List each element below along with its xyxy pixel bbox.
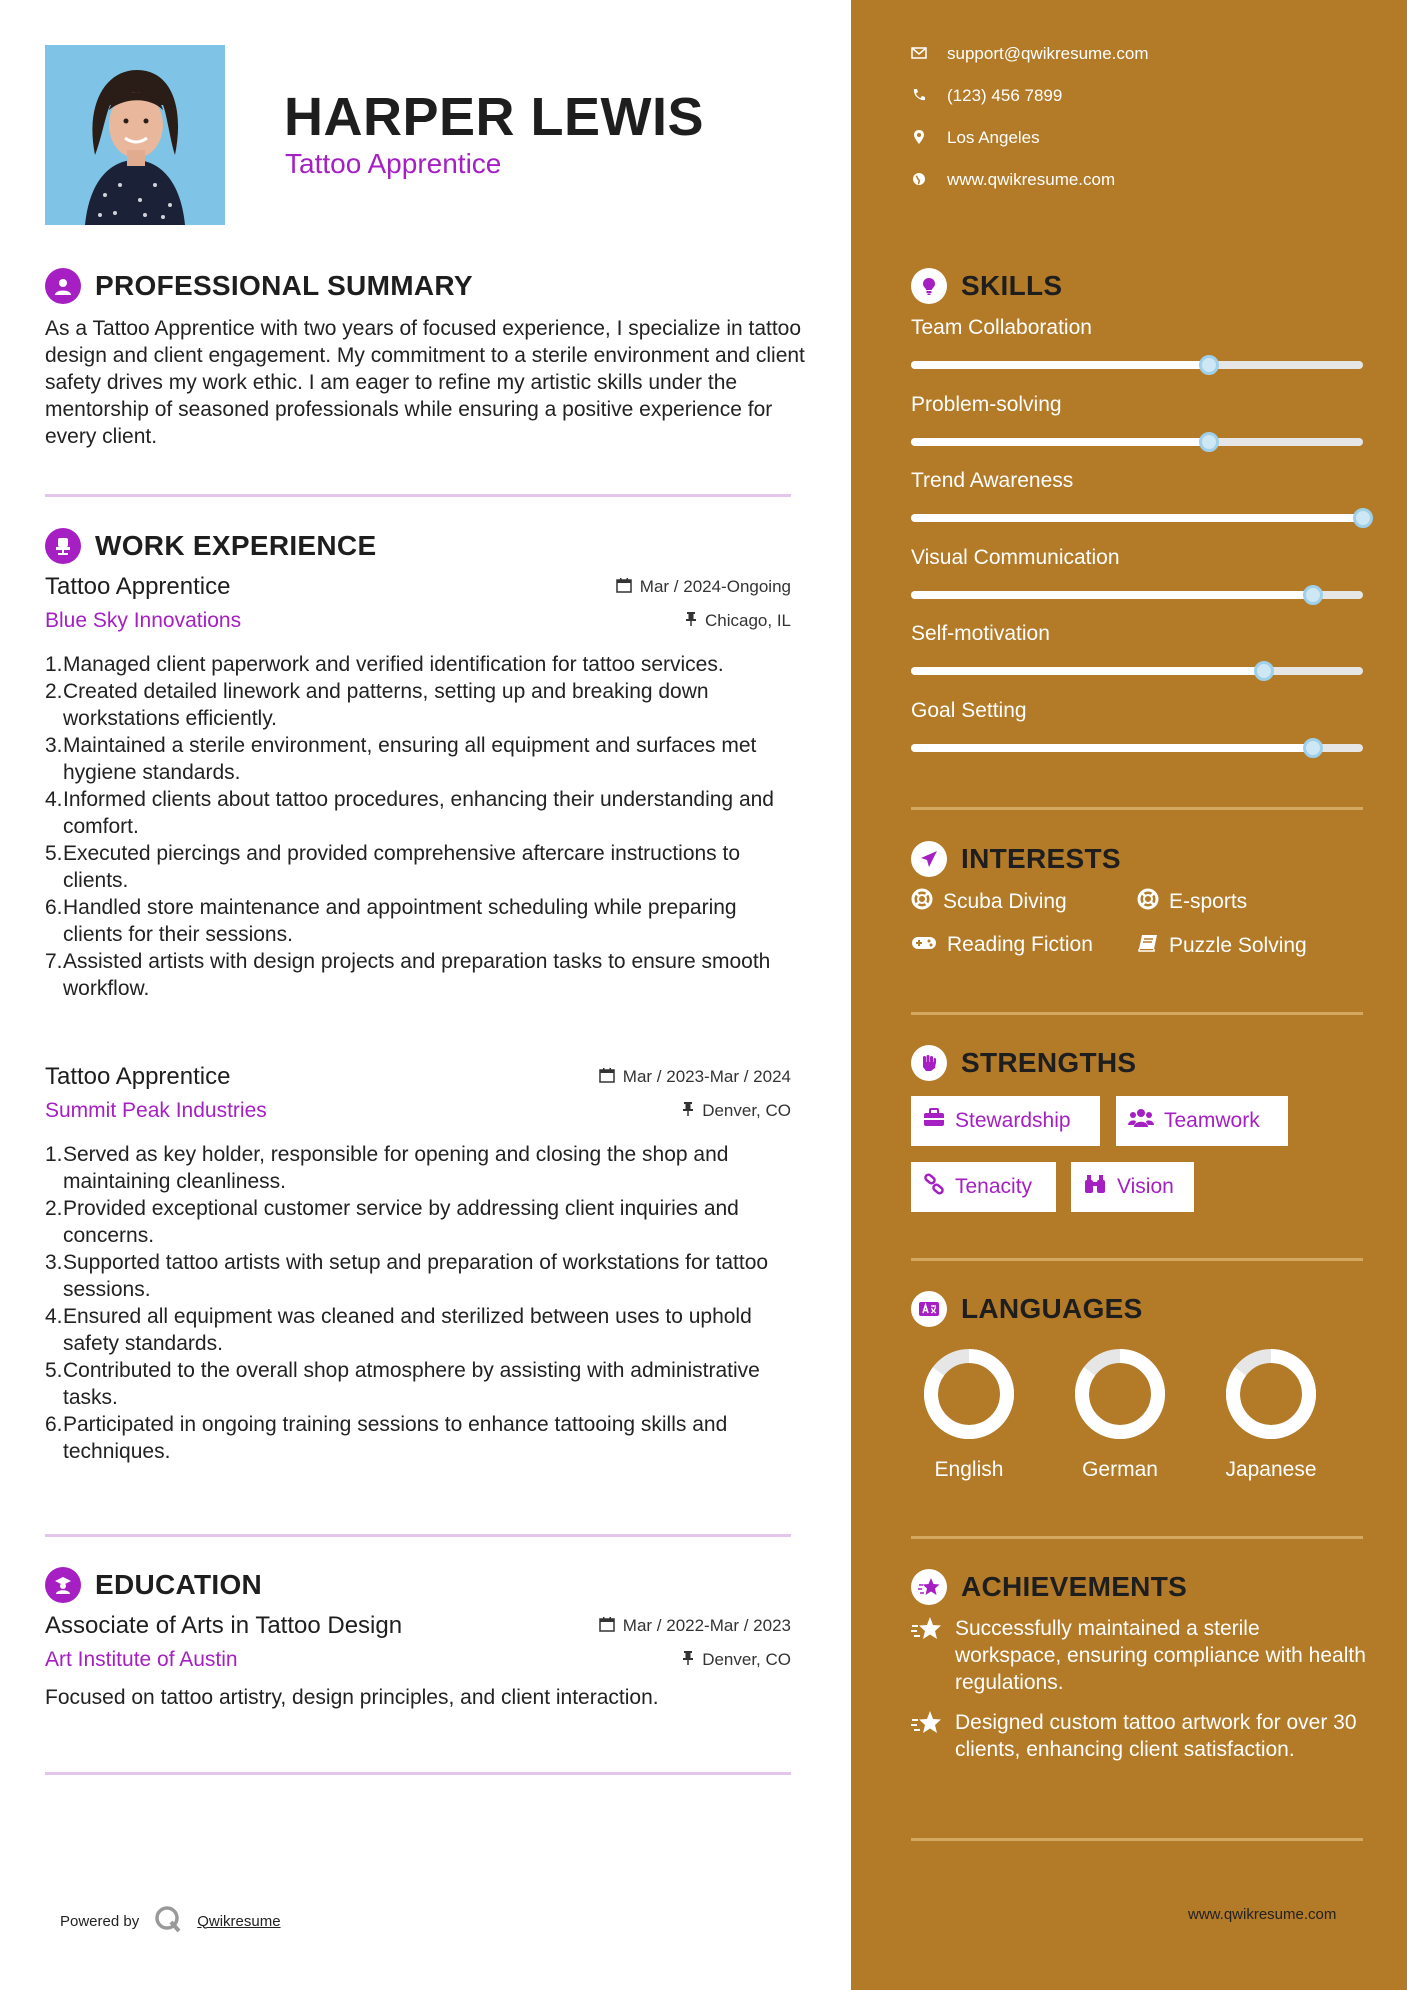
- skill-level-fill: [911, 514, 1363, 522]
- job-company: Summit Peak Industries: [45, 1099, 267, 1122]
- job-role: Tattoo Apprentice: [45, 573, 231, 600]
- life-ring-icon: [1137, 888, 1159, 916]
- interests-heading: [911, 841, 1121, 877]
- job-entry-1: [45, 573, 791, 1002]
- calendar-icon: [599, 1067, 615, 1088]
- skill-item: [911, 546, 1363, 599]
- briefcase-icon: [923, 1108, 945, 1134]
- language-item: [1211, 1344, 1331, 1482]
- language-gauge: [919, 1344, 1019, 1444]
- skill-slider: [911, 438, 1363, 446]
- achievement-item: Designed custom tattoo artwork for over 30 clients, enhancing client satisfaction.: [911, 1709, 1371, 1763]
- star-icon: [911, 1615, 943, 1696]
- skill-item: [911, 622, 1363, 675]
- language-label: German: [1082, 1458, 1158, 1481]
- section-divider: [911, 1012, 1363, 1015]
- job-duties: [45, 1141, 791, 1465]
- pin-icon: [685, 611, 697, 632]
- contact-email[interactable]: support@qwikresume.com: [911, 44, 1149, 64]
- education-heading: [45, 1567, 262, 1603]
- job-duties: [45, 651, 791, 1002]
- list-item: 6. Participated in ongoing training sessions to enhance tattooing skills and techniques.: [45, 1413, 728, 1463]
- list-item: 7. Assisted artists with design projects and preparation tasks to ensure smooth workflow.: [45, 950, 771, 1000]
- skills-heading: [911, 268, 1062, 304]
- interest-item: Scuba Diving: [911, 888, 1067, 916]
- summary-heading: [45, 268, 473, 304]
- skill-item: [911, 393, 1363, 446]
- skill-level-fill: [911, 591, 1313, 599]
- star-icon: [911, 1709, 943, 1763]
- skills-title: SKILLS: [961, 270, 1063, 301]
- skill-level-knob: [1303, 585, 1323, 605]
- chair-icon: [45, 528, 81, 564]
- skill-label: Problem-solving: [911, 392, 1062, 416]
- skill-slider: [911, 591, 1363, 599]
- translate-icon: [911, 1291, 947, 1327]
- list-item: 3. Supported tattoo artists with setup and preparation of workstations for tattoo sessions.: [45, 1251, 769, 1301]
- link-icon: [923, 1173, 945, 1201]
- skill-label: Goal Setting: [911, 698, 1027, 722]
- skill-label: Self-motivation: [911, 622, 1050, 645]
- section-divider: [45, 1772, 791, 1775]
- interest-item: Reading Fiction: [911, 933, 1093, 957]
- language-label: Japanese: [1225, 1458, 1317, 1481]
- gamepad-icon: [911, 933, 937, 957]
- skill-item: [911, 699, 1363, 752]
- life-ring-icon: [911, 888, 933, 916]
- job-location: Chicago, IL: [685, 611, 791, 632]
- skill-level-knob: [1303, 738, 1323, 758]
- strength-tag: Vision: [1071, 1162, 1194, 1212]
- users-icon: [1128, 1108, 1154, 1134]
- job-dates: Mar / 2023-Mar / 2024: [599, 1067, 791, 1088]
- skill-level-fill: [911, 361, 1209, 369]
- interest-item: E-sports: [1137, 888, 1247, 916]
- star-icon: [911, 1569, 947, 1605]
- job-location: Denver, CO: [682, 1101, 791, 1122]
- strengths-heading: [911, 1045, 1136, 1081]
- achievements-title: ACHIEVEMENTS: [961, 1571, 1188, 1602]
- contact-phone[interactable]: (123) 456 7899: [911, 86, 1062, 106]
- skill-item: [911, 469, 1363, 522]
- language-item: [909, 1344, 1029, 1482]
- contact-website[interactable]: www.qwikresume.com: [911, 170, 1115, 190]
- languages-title: LANGUAGES: [961, 1293, 1143, 1324]
- user-icon: [45, 268, 81, 304]
- candidate-title: Tattoo Apprentice: [285, 148, 502, 179]
- skill-level-knob: [1199, 432, 1219, 452]
- section-divider: [911, 807, 1363, 810]
- section-divider: [911, 1838, 1363, 1841]
- degree: Associate of Arts in Tattoo Design: [45, 1612, 403, 1639]
- education-location: Denver, CO: [682, 1650, 791, 1671]
- section-divider: [45, 494, 791, 497]
- job-dates: Mar / 2024-Ongoing: [616, 577, 791, 598]
- skill-label: Visual Communication: [911, 545, 1120, 569]
- skill-slider: [911, 361, 1363, 369]
- strength-tag: Stewardship: [911, 1096, 1100, 1146]
- strengths-title: STRENGTHS: [961, 1047, 1137, 1078]
- lightbulb-icon: [911, 268, 947, 304]
- list-item: 2. Created detailed linework and patterns, setting up and breaking down workstations efficiently.: [45, 680, 709, 730]
- list-item: 1. Managed client paperwork and verified identification for tattoo services.: [45, 653, 724, 676]
- skill-level-knob: [1353, 508, 1373, 528]
- language-gauge: [1221, 1344, 1321, 1444]
- school: Art Institute of Austin: [45, 1648, 238, 1671]
- paper-plane-icon: [911, 841, 947, 877]
- footer-site-link[interactable]: www.qwikresume.com: [1188, 1906, 1337, 1923]
- skill-slider: [911, 744, 1363, 752]
- profile-photo: [45, 45, 225, 225]
- globe-icon: [911, 172, 927, 189]
- skill-label: Trend Awareness: [911, 469, 1074, 492]
- interests-title: INTERESTS: [961, 843, 1121, 874]
- candidate-name: HARPER LEWIS: [284, 87, 705, 147]
- skill-item: [911, 316, 1363, 369]
- skill-slider: [911, 514, 1363, 522]
- education-description: Focused on tattoo artistry, design principles, and client interaction.: [45, 1686, 659, 1709]
- languages-heading: [911, 1291, 1143, 1327]
- strength-tag: Tenacity: [911, 1162, 1056, 1212]
- skill-level-knob: [1254, 661, 1274, 681]
- pin-icon: [682, 1650, 694, 1671]
- job-entry-2: [45, 1063, 791, 1465]
- experience-heading: [45, 528, 376, 564]
- interest-item: Puzzle Solving: [1137, 933, 1307, 959]
- language-item: [1060, 1344, 1180, 1482]
- education-entry: [45, 1612, 791, 1710]
- education-title: EDUCATION: [95, 1569, 263, 1600]
- binoculars-icon: [1083, 1174, 1107, 1200]
- job-role: Tattoo Apprentice: [45, 1063, 231, 1090]
- list-item: 4. Ensured all equipment was cleaned and sterilized between uses to uphold safety standards.: [45, 1305, 752, 1355]
- experience-title: WORK EXPERIENCE: [95, 530, 377, 561]
- pin-icon: [682, 1101, 694, 1122]
- footer-brand-link[interactable]: Qwikresume: [197, 1912, 281, 1930]
- skill-slider: [911, 667, 1363, 675]
- fist-icon: [911, 1045, 947, 1081]
- list-item: 2. Provided exceptional customer service by addressing client inquiries and concerns.: [45, 1197, 739, 1247]
- phone-icon: [911, 88, 927, 105]
- skill-label: Team Collaboration: [911, 316, 1092, 339]
- section-divider: [911, 1536, 1363, 1539]
- skill-level-fill: [911, 667, 1264, 675]
- calendar-icon: [616, 577, 632, 598]
- list-item: 1. Served as key holder, responsible for opening and closing the shop and maintaining cleanliness.: [45, 1143, 729, 1193]
- achievements-heading: [911, 1569, 1187, 1605]
- education-dates: Mar / 2022-Mar / 2023: [599, 1616, 791, 1637]
- achievement-item: Successfully maintained a sterile workspace, ensuring compliance with health regulations.: [911, 1615, 1371, 1696]
- skill-level-fill: [911, 744, 1313, 752]
- summary-text: As a Tattoo Apprentice with two years of focused experience, I specialize in tattoo design and client engagement. My commitment to a sterile environment and client safety drives my work ethic. I am eager to refine my artistic skills under the mentorship of seasoned professionals while ensuring a positive experience for every client.: [45, 317, 805, 448]
- language-gauge: [1070, 1344, 1170, 1444]
- language-label: English: [934, 1458, 1004, 1481]
- section-divider: [45, 1534, 791, 1537]
- strength-tag: Teamwork: [1116, 1096, 1288, 1146]
- list-item: 5. Executed piercings and provided comprehensive aftercare instructions to clients.: [45, 842, 741, 892]
- section-divider: [911, 1258, 1363, 1261]
- calendar-icon: [599, 1616, 615, 1637]
- job-company: Blue Sky Innovations: [45, 609, 242, 632]
- summary-title: PROFESSIONAL SUMMARY: [95, 270, 473, 301]
- graduate-icon: [45, 1567, 81, 1603]
- contact-location: Los Angeles: [911, 128, 1040, 148]
- footer-powered-by: Powered by Qwikresume: [60, 1904, 281, 1938]
- list-item: 6. Handled store maintenance and appointment scheduling while preparing clients for their sessions.: [45, 896, 737, 946]
- envelope-icon: [911, 46, 927, 62]
- book-icon: [1137, 933, 1159, 959]
- list-item: 3. Maintained a sterile environment, ensuring all equipment and surfaces met hygiene standards.: [45, 734, 757, 784]
- map-pin-icon: [911, 129, 927, 148]
- qwikresume-logo-icon: [153, 1904, 183, 1938]
- skill-level-fill: [911, 438, 1209, 446]
- list-item: 4. Informed clients about tattoo procedures, enhancing their understanding and comfort.: [45, 788, 774, 838]
- list-item: 5. Contributed to the overall shop atmosphere by assisting with administrative tasks.: [45, 1359, 760, 1409]
